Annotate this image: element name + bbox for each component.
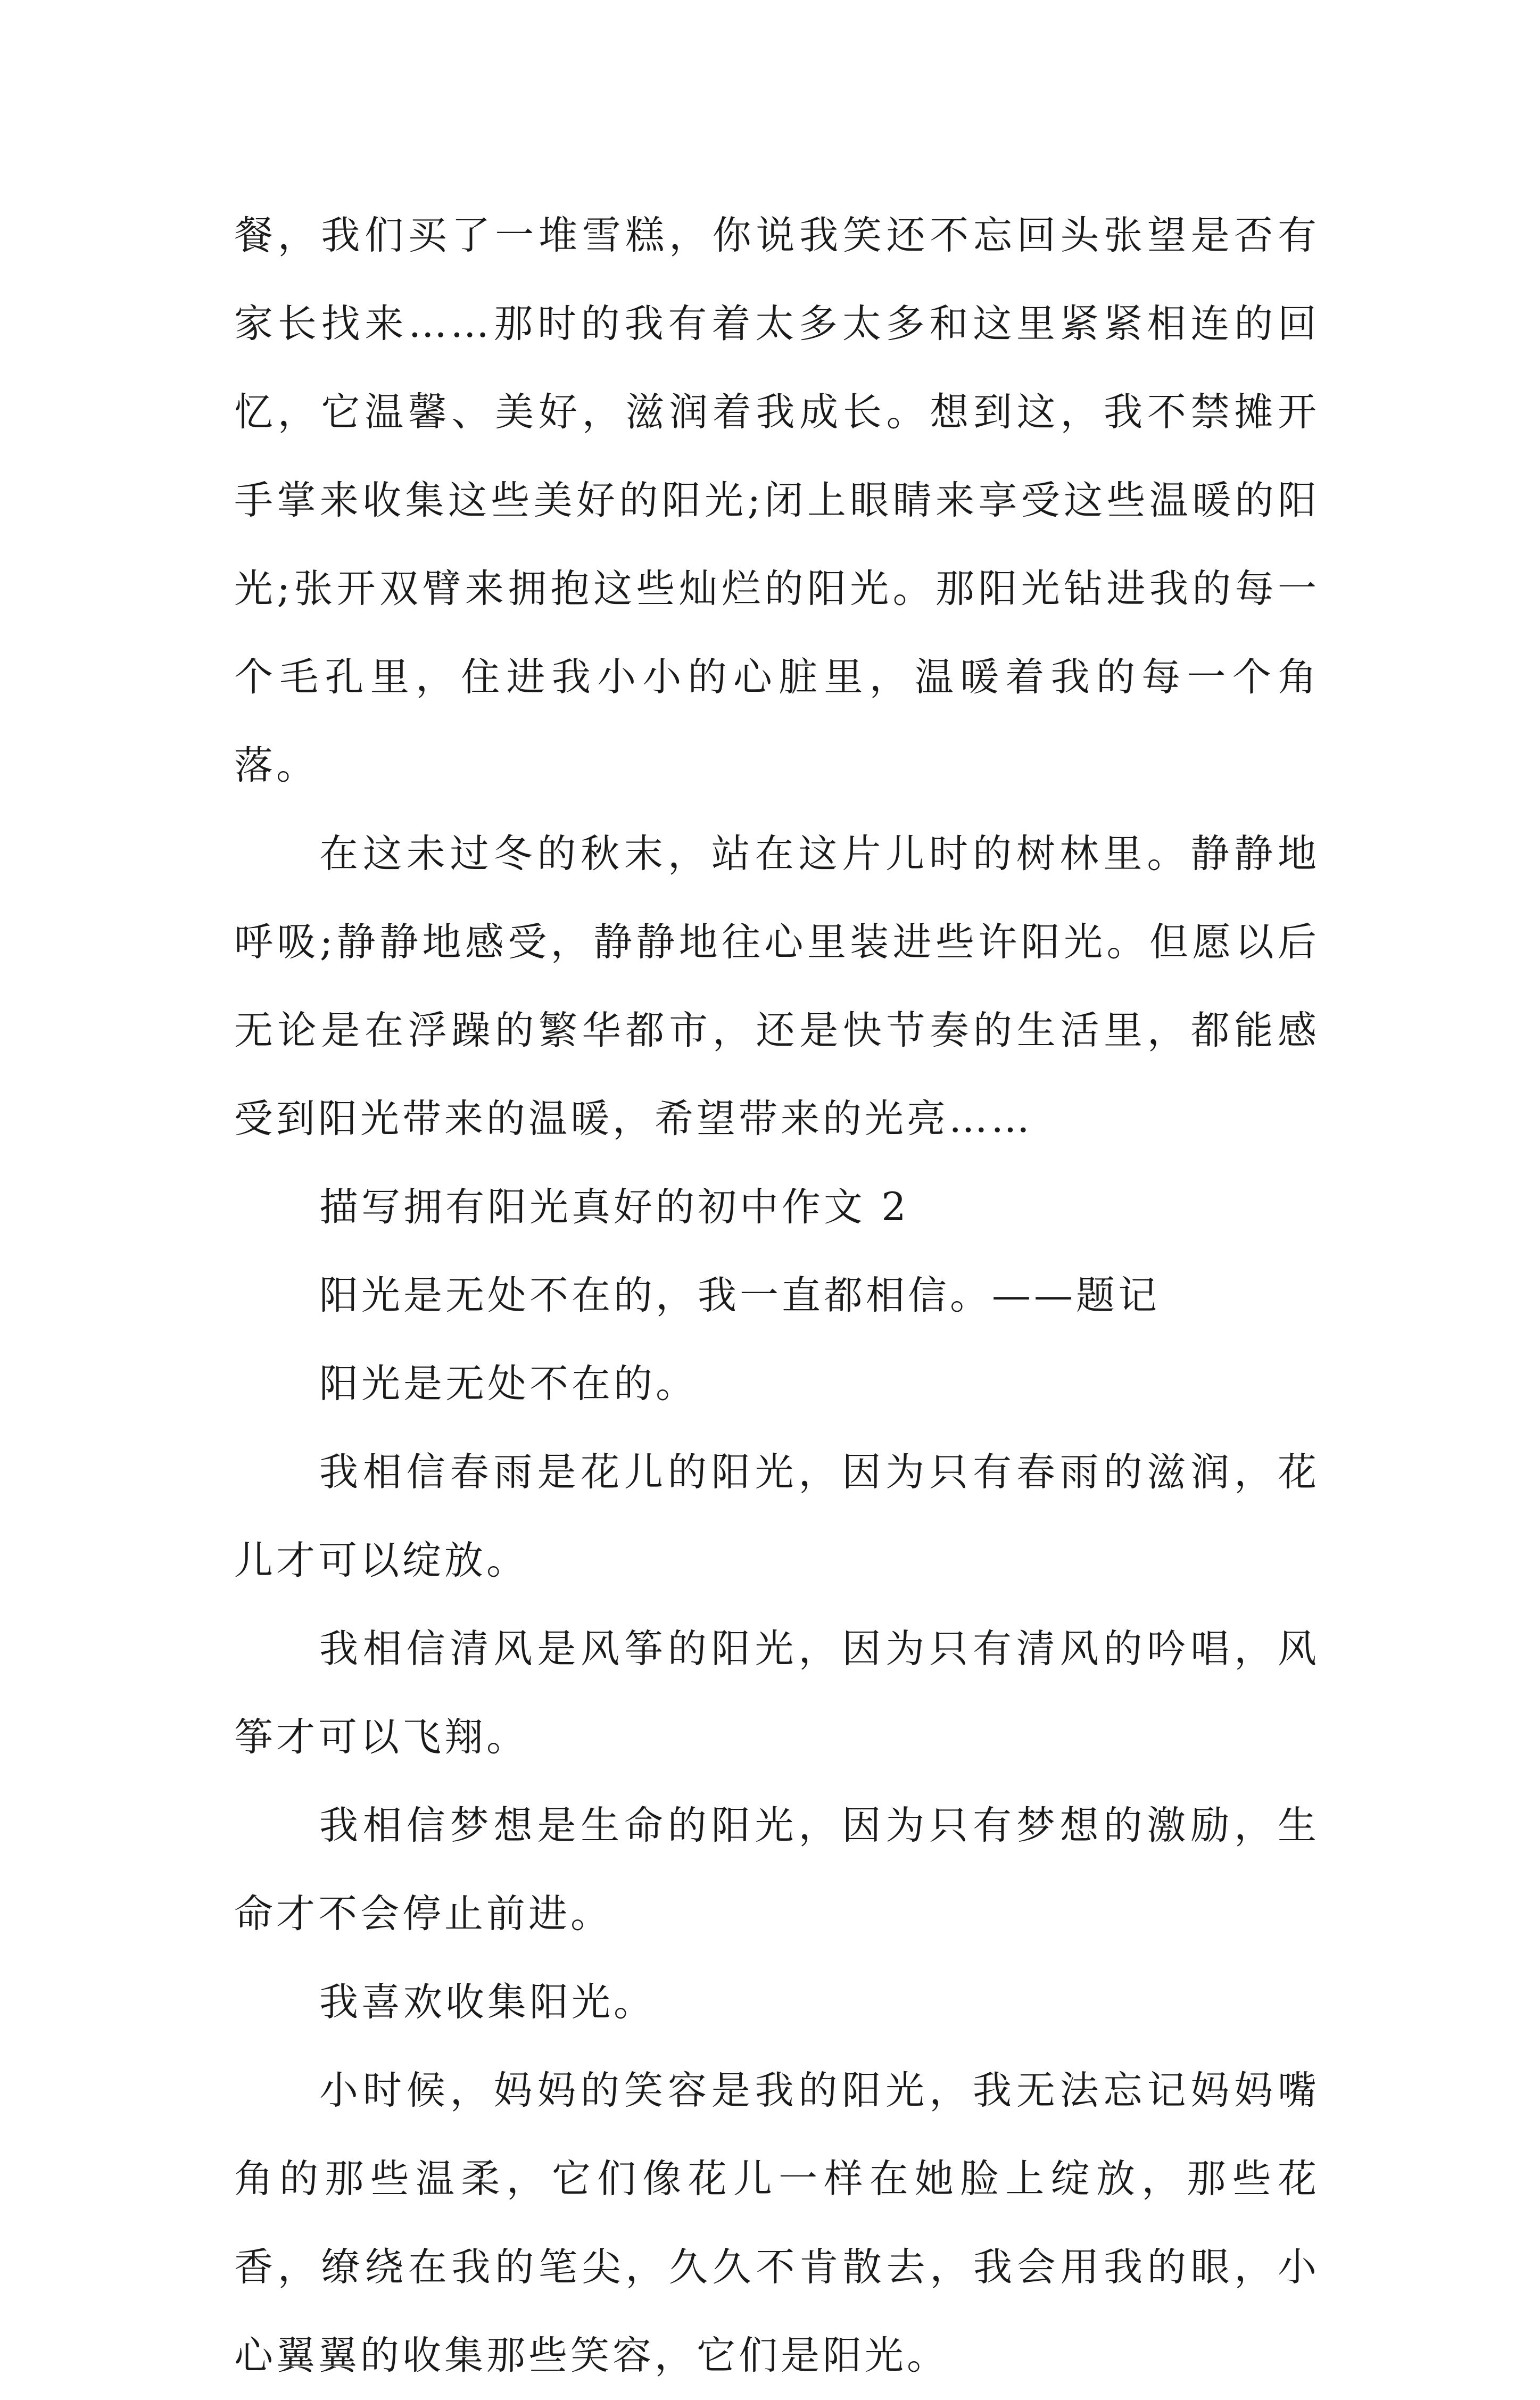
essay-paragraph: 我相信春雨是花儿的阳光，因为只有春雨的滋润，花儿才可以绽放。	[234, 1450, 1320, 1583]
essay-body	[234, 192, 1320, 2400]
essay-paragraph: 阳光是无处不在的。	[319, 1361, 698, 1406]
essay-paragraph: 我相信梦想是生命的阳光，因为只有梦想的激励，生命才不会停止前进。	[234, 1803, 1320, 1936]
essay-paragraph: 在这未过冬的秋末，站在这片儿时的树林里。静静地呼吸;静静地感受，静静地往心里装进些许阳光。但愿以后无论是在浮躁的繁华都市，还是快节奏的生活里，都能感受到阳光带来的温暖，希望带来的光亮……	[234, 831, 1320, 1141]
essay-paragraph: 餐，我们买了一堆雪糕，你说我笑还不忘回头张望是否有家长找来……那时的我有着太多太多和这里紧紧相连的回忆，它温馨、美好，滋润着我成长。想到这，我不禁摊开手掌来收集这些美好的阳光;闭上眼睛来享受这些温暖的阳光;张开双臂来拥抱这些灿烂的阳光。那阳光钻进我的每一个毛孔里，住进我小小的心脏里，温暖着我的每一个角落。	[234, 213, 1320, 788]
essay-epigraph: 阳光是无处不在的，我一直都相信。——题记	[319, 1273, 1160, 1318]
essay-paragraph: 小时候，妈妈的笑容是我的阳光，我无法忘记妈妈嘴角的那些温柔，它们像花儿一样在她脸上绽放，那些花香，缭绕在我的笔尖，久久不肯散去，我会用我的眼，小心翼翼的收集那些笑容，它们是阳光。	[234, 2068, 1320, 2378]
essay-paragraph: 我喜欢收集阳光。	[319, 1980, 656, 2025]
essay-paragraph: 我相信清风是风筝的阳光，因为只有清风的吟唱，风筝才可以飞翔。	[234, 1626, 1320, 1760]
essay-title: 描写拥有阳光真好的初中作文 2	[319, 1185, 909, 1230]
